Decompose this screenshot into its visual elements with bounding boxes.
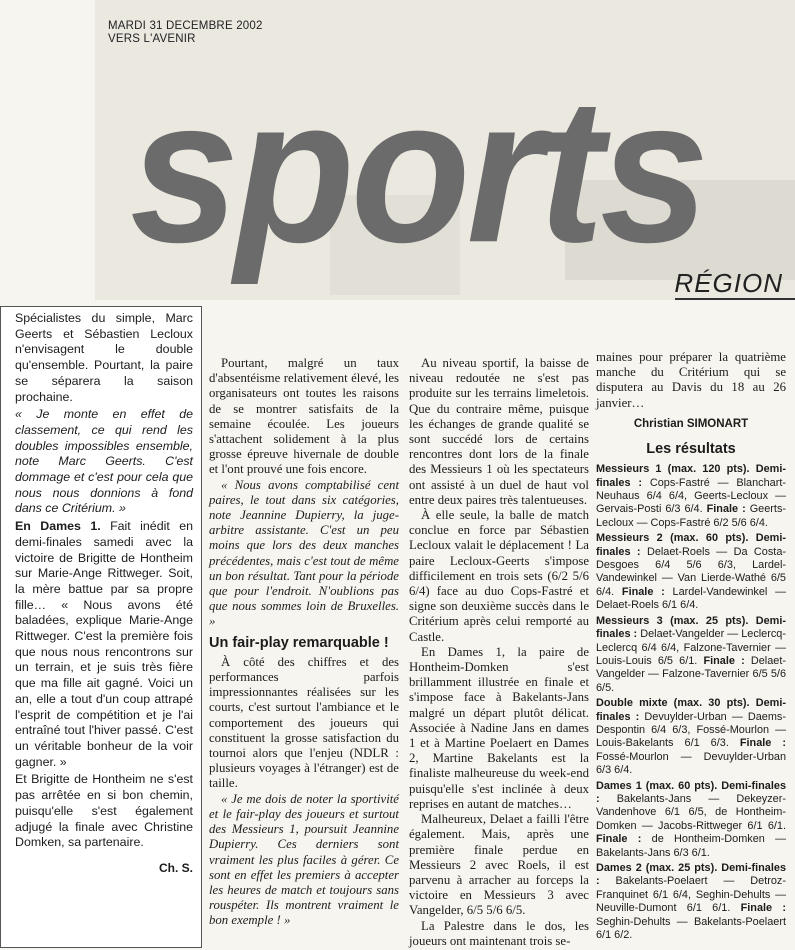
result-category: Messieurs 3 (max. 25 pts). Demi-finales : [596,614,786,641]
results-heading: Les résultats [646,441,736,458]
paragraph-dames1 [15,519,193,770]
paragraph: Au niveau sportif, la baisse de niveau redoutée ne s'est pas produite sur les terrains limeletois. Que du contraire même, puisque les échanges de grande qualité se sont succédé lors de certains rencontres dont lors de la finale des Messieurs 1 où les spectateurs ont assisté à un duel de haut vol entre deux paires très talentueuses. [409,356,589,507]
result-item [596,615,786,695]
result-text: Bakelants-Jans — Dekeyzer-Vandenhove 6/1 6/5, de Hontheim-Domken — Jacobs-Rittweger 6/1 6/1. [596,792,786,832]
results-list [596,463,786,942]
paragraph: Malheureux, Delaet a failli l'être également. Mais, après une première finale perdue en Messieurs 2 avec Roels, il est parvenu à arracher au forceps la victoire en Messieurs 3 avec Vangelder, 6/5 5/6 6/5. [409,812,589,918]
paragraph: Pourtant, malgré un taux d'absentéisme relativement élevé, les organisateurs ont toutes les raisons de se montrer satisfaits de la semaine écoulée. Les joueurs s'attachent solidement à la plus grosse épreuve hivernale de double et l'ont prouvé une fois encore. [209,356,399,477]
result-item [596,862,786,942]
result-final-text: Seghin-Dehults — Bakelants-Poelaert 6/1 6/2. [596,915,786,942]
result-final-text: Delaet-Vangelder — Falzone-Tavernier 6/5 5/6 6/5. [596,654,786,694]
result-final-text: Fossé-Mourlon — Devuylder-Urban 6/3 6/4. [596,750,786,777]
region-label: RÉGION [674,268,783,298]
result-final-label: Finale : [739,737,786,750]
result-final-label: Finale : [740,902,786,915]
paragraph-text: Fait inédit en demi-finales samedi avec la victoire de Brigitte de Hontheim sur Marie-Ange Rittweger. Soit, la mère battue par sa propre fille… « Nous avons été baladées, explique Marie-Ange Rittweger. C'est la première fois que nous nous rencontrons sur un terrain, et je suis très fière que ma fille ait gagné. Voici un an, elle a tout d'un coup attrapé l'esprit de compétition et je l'ai entraîné tout l'hiver passé. C'est un véritable bonheur de la voir gagner. » [15,519,193,769]
result-final-text: Geerts-Lecloux — Cops-Fastré 6/2 5/6 6/4. [596,503,787,529]
quote-paragraph: « Nous avons comptabilisé cent paires, le tout dans six catégories, note Jeannine Dupierry, la juge-arbitre assistante. C'est un peu moins que lors des deux manches précédentes, mais c'est tout de même un bon résultat. Tant pour la période que pour l'endroit. N'oublions pas que nous sommes loin de Bruxelles. » [209,477,399,629]
result-text: Delaet-Roels — Da Costa-Desgoes 6/4 5/6 6/3, Lardel-Vandewinkel — Van Lierde-Wathé 6/5 6/4. [596,545,787,598]
sidebar-box [0,306,202,948]
result-category: Dames 1 (max. 60 pts). Demi-finales : [596,779,786,805]
result-text: Cops-Fastré — Blanchart-Neuhaus 6/4 6/4, Geerts-Lecloux — Gervais-Posti 6/3 6/4. [596,476,786,516]
result-category: Messieurs 1 (max. 120 pts). Demi-finales : [596,463,786,489]
bold-lead: En Dames 1. [15,519,101,534]
quote-paragraph: « Je me dois de noter la sportivité et le fair-play des joueurs et surtout des Messieurs 1, poursuit Jeannine Dupierry. Ces derniers sont vraiment les plus faciles à gérer. Ce sont en effet les premiers à accepter les heures de match et toujours sans rouspéter. Ils montrent vraiment le bon exemple ! » [209,791,399,928]
region-bar [95,266,795,300]
signature: Ch. S. [158,860,193,875]
result-text: Devuylder-Urban — Daems-Despontin 6/4 6/3, Fossé-Mourlon — Louis-Bakelants 6/1 6/3. [596,710,786,750]
result-category: Messieurs 2 (max. 60 pts). Demi-finales : [596,532,786,558]
region-rule [675,298,795,300]
issue-date-text: MARDI 31 DECEMBRE 2002 [108,20,263,32]
newspaper-name: VERS L'AVENIR [108,33,196,45]
article-column-2 [209,356,399,929]
result-item [596,463,786,530]
paragraph: À elle seule, la balle de match conclue en force par Sébastien Lecloux valait le déplacement ! La paire Lecloux-Geerts s'impose difficilement en trois sets (6/2 5/6 6/4) face au duo Cops-Fastré et signe son deuxième succès dans le Critérium après celui remporté au Castle. [409,508,589,644]
result-final-label: Finale : [596,833,642,846]
result-final-label: Finale : [621,585,665,598]
sidebar-text [15,311,193,879]
result-final-text: Lardel-Vandewinkel — Delaet-Roels 6/1 6/4. [596,585,786,612]
paragraph: Et Brigitte de Hontheim ne s'est pas arrêtée en si bon chemin, puisqu'elle s'est également adjugé la finale avec Christine Domken, sa partenaire. [15,772,193,850]
result-text: Bakelants-Poelaert — Detroz-Franquinet 6/1 6/4, Seghin-Dehults — Neuville-Dumont 6/1 6/1. [596,875,786,915]
result-item [596,532,786,612]
result-item [596,697,786,777]
result-category: Dames 2 (max. 25 pts). Demi-finales : [596,862,786,888]
article-column-4 [596,350,786,944]
result-category: Double mixte (max. 30 pts). Demi-finales : [596,697,786,723]
subheading: Un fair-play remarquable ! [209,634,389,651]
result-text: Delaet-Vangelder — Leclercq-Leclercq 6/4 6/4, Falzone-Tavernier — Louis-Louis 6/5 6/1. [596,628,786,667]
paragraph: Spécialistes du simple, Marc Geerts et Sébastien Lecloux n'envisagent le double qu'ensemble. Pourtant, la paire se séparera la saison prochaine. [15,311,193,404]
quote-paragraph: « Je monte en effet de classement, ce qui rend les doubles impossibles ensemble, note Marc Geerts. C'est dommage et c'est pour cela que nous nous donnions à fond dans ce Critérium. » [15,407,193,516]
paragraph: maines pour préparer la quatrième manche du Critérium qui se disputera au Davis du 18 au 26 janvier… [596,350,786,410]
result-final-text: de Hontheim-Domken — Bakelants-Jans 6/3 6/1. [596,833,786,859]
paragraph: À côté des chiffres et des performances parfois impressionnantes réalisées sur les courts, c'est surtout l'ambiance et le comportement des joueurs qui constituent la grosse satisfaction du tournoi alors que l'enjeu (NDLR : plusieurs voyages à l'étranger) est de taille. [209,654,399,791]
issue-date [108,20,263,46]
result-final-label: Finale : [703,654,745,667]
section-title: sports [130,55,706,286]
article-column-3 [409,356,589,949]
result-item [596,780,786,860]
paragraph: La Palestre dans le dos, les joueurs ont maintenant trois se- [409,918,589,948]
paragraph: En Dames 1, la paire de Hontheim-Domken s'est brillamment illustrée en finale et s'impose face à Bakelants-Jans malgré un départ plutôt délicat. Associée à Nadine Jans en dames 1 et à Martine Poelaert en Dames 2, Martine Bakelants est la finaliste malheureuse du week-end puisqu'elle s'est inclinée à deux reprises en autant de matches… [409,644,589,811]
result-final-label: Finale : [706,503,746,516]
author-byline: Christian SIMONART [633,417,749,430]
